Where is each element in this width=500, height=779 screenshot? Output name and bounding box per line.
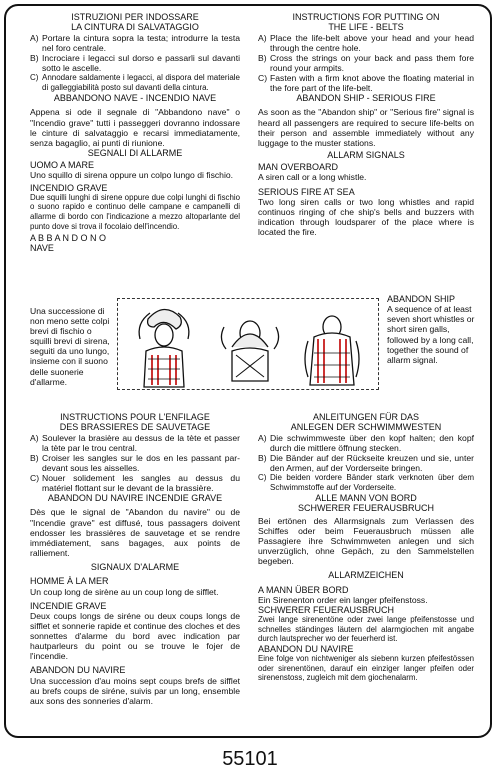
it-abandon-ship-title: A B B A N D O N O: [30, 233, 107, 244]
lifejacket-donning-steps: [118, 299, 380, 391]
it-abandon-ship-text: Una successione di non meno sette colpi brevi di fischio o squilli brevi di sirena, seguiti da uno lungo, insieme con il suono delle suonerie d'allarme.: [30, 306, 110, 387]
person-wearing-lifejacket: [305, 316, 359, 385]
fr-abandon-ship-text: Una succession d'au moins sept coups brefs de sifflet au brefs coups de siréne, suivis par un long, ensemble aux sons des sonneries d'alarm.: [30, 675, 240, 706]
it-abandon-title: ABBANDONO NAVE - INCENDIO NAVE: [53, 93, 217, 104]
fr-step-b: B) Croiser les sangles sur le dos en les passant par-devant sous les aisselles.: [30, 452, 240, 473]
it-title: ISTRUZIONI PER INDOSSARE: [71, 12, 199, 22]
de-serious-fire-title: SCHWERER FEUERAUSBRUCH: [258, 604, 395, 615]
it-abandon-text: Appena si ode il segnale di "Abbandono nave" o "Incendio grave" tutti i passeggeri dovranno indossare le cinture di salvataggio e recarsi immediatamente, senza bagaglio, ai punti di riunione.: [30, 107, 240, 148]
english-section: [258, 12, 474, 237]
italian-section: [30, 12, 240, 254]
it-step-c: C) Annodare saldamente i legacci, al dispora del materiale di galleggiabilità posto sul davanti della cintura.: [30, 72, 240, 93]
en-abandon-ship-text: A sequence of at least seven short whistles or short siren galls, followed by a long call, together the sound of allarm signal.: [387, 304, 475, 365]
de-step-b: B) Die Bänder auf der Rückseite kreuzen und sie, unter den Armen, auf der Vorderseite bringen.: [258, 452, 474, 473]
en-abandon-ship: [387, 294, 475, 365]
de-title-2: ANLEGEN DER SCHWIMMWESTEN: [290, 422, 442, 433]
en-man-overboard-title: MAN OVERBOARD: [258, 162, 339, 173]
en-step-b: B) Cross the strings on your back and pass them fore round your armpits.: [258, 52, 474, 73]
en-serious-fire-text: Two long siren calls or two long whistles and rapid continuos ringing of che ship's bells and buzzers with indication through loudsparer of the place where is located the fire.: [258, 196, 474, 238]
it-serious-fire-title: INCENDIO GRAVE: [30, 182, 108, 193]
it-step-a: A) Portare la cintura sopra la testa; introdurre la testa nel foro centrale.: [30, 32, 240, 53]
person-crossing-strings: [221, 321, 278, 381]
person-lifting-lifejacket: [139, 309, 189, 387]
french-section: [30, 412, 240, 706]
it-signals-title: SEGNALI DI ALLARME: [87, 147, 183, 158]
de-man-overboard-text: Ein Sirenenton order ein langer pfeifenstoss.: [258, 594, 428, 605]
fr-man-overboard-title: HOMME À LA MER: [30, 576, 109, 587]
fr-abandon-title: ABANDON DU NAVIRE INCENDIE GRAVE: [47, 493, 223, 504]
catalog-number: 55101: [222, 748, 278, 770]
de-abandon-ship-text: Eine folge von nichtweniger als siebenn kurzen pfeifestössen oder sirenentönen, darauf ein einziger langer pfeifen oder sirenenstoss, zugleich mit dem giochenalarm.: [258, 654, 474, 683]
de-step-a: A) Die schwimmweste über den kopf halten; den kopf durch die mittlere öffnung stecken.: [258, 432, 474, 453]
fr-step-a: A) Soulever la brasière au dessus de la tète et passer la tète par le trou central.: [30, 432, 240, 453]
de-step-c: C) Die beiden vordere Bänder stark verknoten über dem Schwimmstoffe auf der Vorderseite.: [258, 472, 474, 493]
en-title: INSTRUCTIONS FOR PUTTING ON: [292, 12, 440, 22]
en-step-c: C) Fasten with a firm knot above the floating material in the fore part of the life-belt.: [258, 72, 474, 94]
en-title-2: THE LIFE - BELTS: [328, 22, 404, 33]
fr-abandon-text: Dès que le signal de "Abandon du navire" ou de "Incendie grave" est diffusé, tous passagers doivent endosser les brassières de sauvetage et se rendre immédiatement, sans bagages, aux points de ralliement.: [30, 507, 240, 558]
it-man-overboard-text: Uno squillo di sirena oppure un colpo lungo di fischio.: [30, 170, 234, 181]
fr-signals-title: SIGNAUX D'ALARME: [90, 561, 180, 572]
en-man-overboard-text: A siren call or a long whistle.: [258, 172, 367, 183]
it-step-b: B) Incrociare i legacci sul dorso e passarli sul davanti sotto le ascelle.: [30, 52, 240, 73]
fr-step-c: C) Nouer solidement les sangles au dessus du matériel flottant sur le devant de la brassière.: [30, 472, 240, 494]
de-abandon-ship-title: ABANDON DU NAVIRE: [258, 643, 354, 654]
fr-title: INSTRUCTIONS POUR L'ENFILAGE: [60, 412, 210, 422]
it-serious-fire-text: Due squilli lunghi di sirene oppure due colpi lunghi di fischio o suono rapido e continuo delle campane e campanelli di allarme di bordo con l'indicazione a mezzo altoparlante del punto dove si trova il focolaio dell'incendio.: [30, 192, 240, 231]
fr-abandon-ship-title: ABANDON DU NAVIRE: [30, 665, 126, 676]
fr-serious-fire-text: Deux coups longs de siréne ou deux coups longs de sifflet et sonnerie rapide et continue des cloches et des sonnettes d'alarme du bord avec indication par hautparleurs du point ou se trouve le fojer de l'incendie.: [30, 610, 240, 662]
en-abandon-text: As soon as the "Abandon ship" or "Serious fire" signal is heard all passengers are required to secure life-belts on their person and assemble immediately without any luggage to the muster stations.: [258, 107, 474, 148]
de-abandon-text: Bei ertönen des Allarmsignals zum Verlassen des Schiffes oder beim Feuerausbruch müssen alle Passagiere ihre Schwimmweten anlegen und sich unverzüglich, ohne Gepäch, zu den Sammelstellen begeben.: [258, 515, 474, 567]
it-abandon-ship-title-2: NAVE: [30, 243, 54, 254]
de-signals-title: ALLARMZEICHEN: [328, 570, 404, 581]
de-title: ANLEITUNGEN FÜR DAS: [312, 412, 419, 422]
en-serious-fire-title: SERIOUS FIRE AT SEA: [258, 186, 355, 197]
en-step-a: A) Place the life-belt above your head and your head through the centre hole.: [258, 32, 474, 53]
en-abandon-title: ABANDON SHIP - SERIOUS FIRE: [296, 93, 436, 104]
de-man-overboard-title: A MANN ÜBER BORD: [258, 584, 349, 595]
en-abandon-ship-title: ABANDON SHIP: [387, 294, 456, 304]
fr-man-overboard-text: Un coup long de sirène au un coup long de sifflet.: [30, 586, 219, 597]
de-abandon-title: ALLE MANN VON BORD: [315, 493, 417, 504]
en-signals-title: ALLARM SIGNALS: [327, 149, 405, 160]
it-title-2: LA CINTURA DI SALVATAGGIO: [71, 22, 199, 33]
de-serious-fire-text: Zwei lange sirenentöne oder zwei lange pfeifenstosse und schnelles ständinges läutern del alarmgiochen mit angabe durch lautsprecher wo der feuerherd ist.: [258, 615, 474, 644]
fr-title-2: DES BRASSIERES DE SAUVETAGE: [59, 422, 211, 433]
lifejacket-illustration: [117, 298, 379, 390]
german-section: [258, 412, 474, 683]
it-man-overboard-title: UOMO A MARE: [30, 160, 95, 171]
fr-serious-fire-title: INCENDIE GRAVE: [30, 600, 107, 611]
de-abandon-title-2: SCHWERER FEUERAUSBRUCH: [297, 503, 434, 514]
